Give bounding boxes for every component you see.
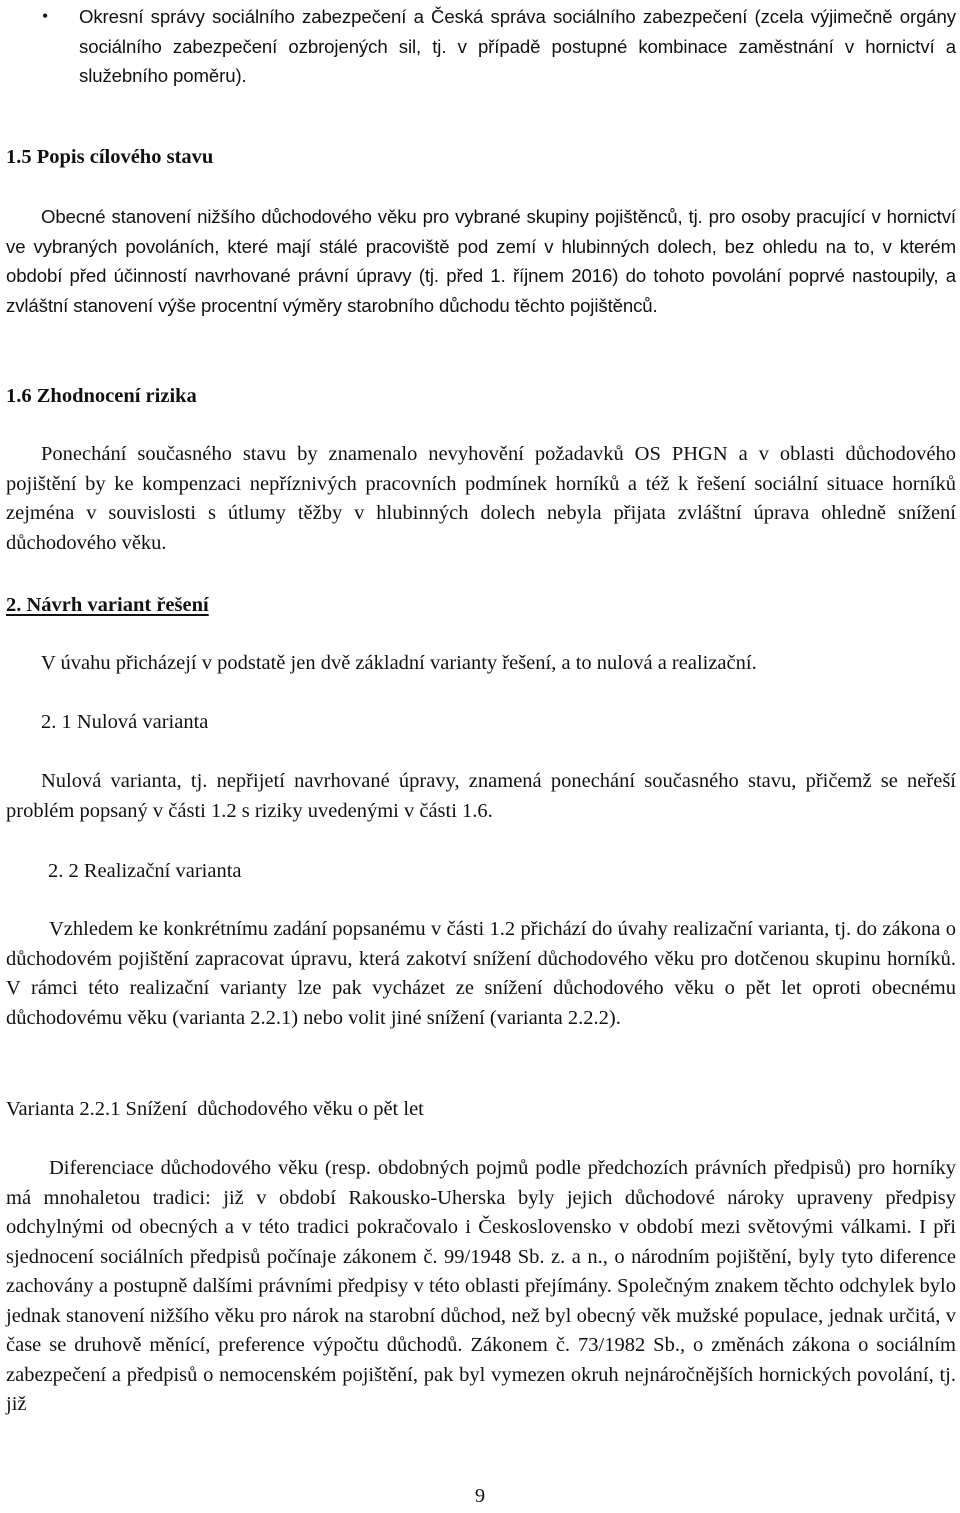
heading-2: 2. Návrh variant řešení [6,594,209,616]
paragraph-1-5: Obecné stanovení nižšího důchodového věku pro vybrané skupiny pojištěnců, tj. pro osoby pracující v hornictví ve vybraných povoláních, které mají stálé pracoviště pod zemí v hlubinných dolech, bez ohledu na to, v kterém období před účinností navrhované právní úpravy (tj. před 1. říjnem 2016) do tohoto povolání poprvé nastoupily, a zvláštní stanovení výše procentní výměry starobního důchodu těchto pojištěnců. [6,206,956,316]
heading-1-6: 1.6 Zhodnocení rizika [6,385,197,407]
paragraph-2-2: Vzhledem ke konkrétnímu zadání popsanému v části 1.2 přichází do úvahy realizační varianta, tj. do zákona o důchodovém pojištění zapracovat úpravu, která zakotví snížení důchodového věku pro dotčenou skupinu horníků. V rámci této realizační varianty lze pak vycházet ze snížení důchodového věku o pět let oproti obecnému důchodovému věku (varianta 2.2.1) nebo volit jiné snížení (varianta 2.2.2). [6,918,956,1029]
page-number: 9 [474,1485,486,1507]
bullet-dot-icon: • [42,6,49,26]
heading-1-5: 1.5 Popis cílového stavu [6,146,214,168]
heading-2-1: 2. 1 Nulová varianta [41,711,209,733]
paragraph-1-6: Ponechání současného stavu by znamenalo nevyhovění požadavků OS PHGN a v oblasti důchodového pojištění by ke kompenzaci nepříznivých pracovních podmínek horníků a též k řešení sociální situace horníků zejména v souvislosti s útlumy těžby v hlubinných dolech nebyla přijata zvláštní úprava ohledně snížení důchodového věku. [6,443,956,554]
heading-2-2: 2. 2 Realizační varianta [48,860,242,882]
paragraph-2-1: Nulová varianta, tj. nepřijetí navrhované úpravy, znamená ponechání současného stavu, přičemž se neřeší problém popsaný v části 1.2 s riziky uvedenými v části 1.6. [6,770,956,822]
heading-2-2-1: Varianta 2.2.1 Snížení důchodového věku o pět let [6,1098,424,1120]
bullet-text: Okresní správy sociálního zabezpečení a Česká správa sociálního zabezpečení (zcela výjimečně orgány sociálního zabezpečení ozbrojených sil, tj. v případě postupné kombinace zaměstnání v hornictví a služebního poměru). [79,6,956,86]
paragraph-2-2-1: Diferenciace důchodového věku (resp. obdobných pojmů podle předchozích právních předpisů) pro horníky má mnohaletou tradici: již v období Rakousko-Uherska byly jejich důchodové nároky upraveny předpisy odchylnými od obecných a v této tradici pokračovalo i Československo v období mezi světovými válkami. I při sjednocení sociálních předpisů počínaje zákonem č. 99/1948 Sb. z. a n., o národním pojištění, byly tyto diference zachovány a postupně dalšími právními předpisy v této oblasti přejímány. Společným znakem těchto odchylek bylo jednak stanovení nižšího věku pro nárok na starobní důchod, než byl obecný věk mužské populace, jednak určitá, v čase se druhově měnící, preference výpočtu důchodů. Zákonem č. 73/1982 Sb., o změnách zákona o sociálním zabezpečení a předpisů o nemocenském pojištění, pak byl vymezen okruh nejnáročnějších hornických povolání, tj. již [6,1157,956,1415]
paragraph-2: V úvahu přicházejí v podstatě jen dvě základní varianty řešení, a to nulová a realizační. [41,652,757,674]
